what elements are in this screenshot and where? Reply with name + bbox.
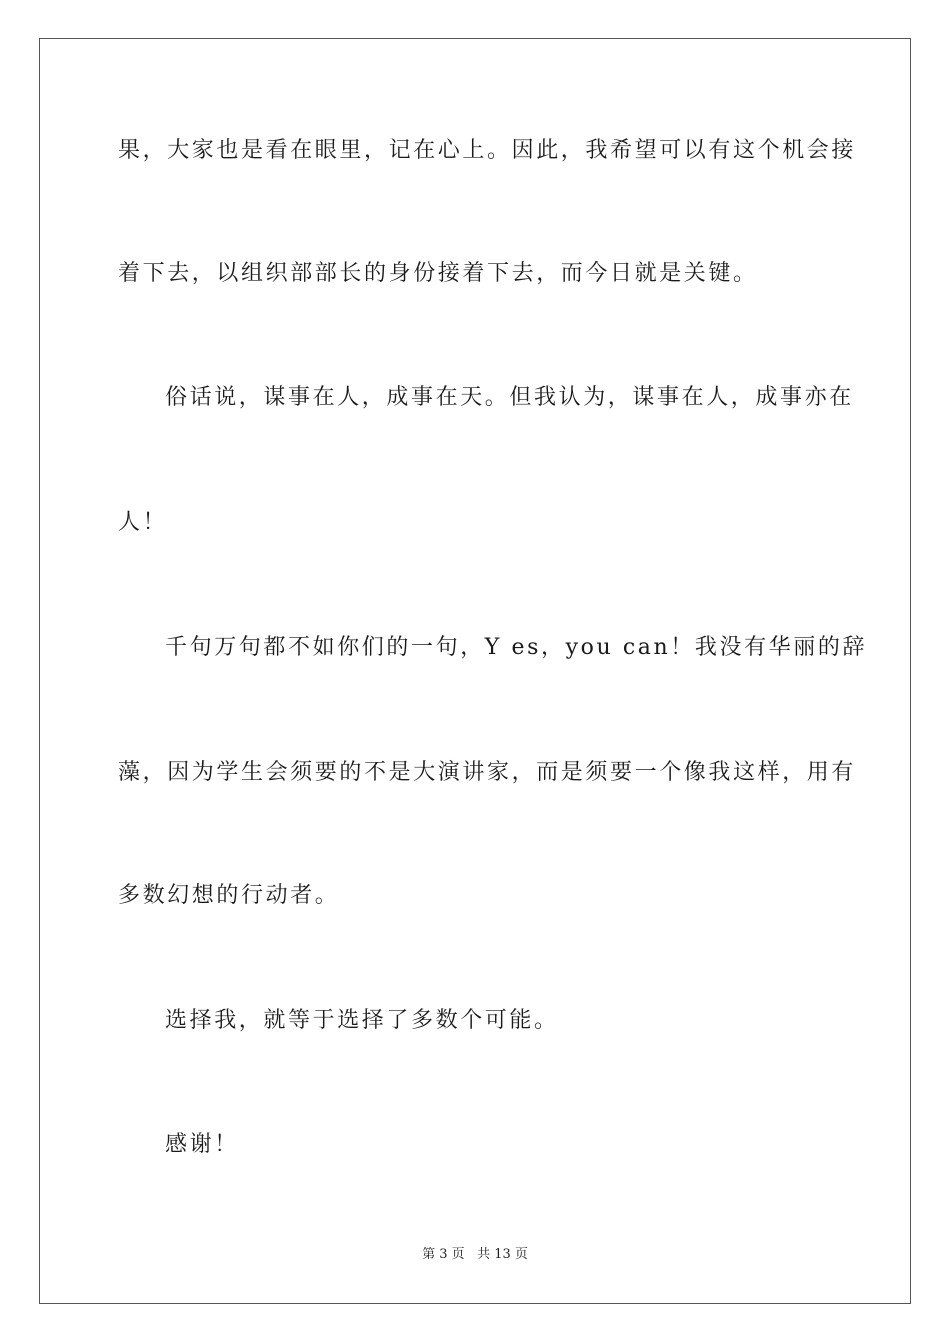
paragraph-line: 藻，因为学生会须要的不是大演讲家，而是须要一个像我这样，用有 (118, 760, 857, 785)
page-border (39, 38, 911, 1304)
paragraph-line: 千句万句都不如你们的一句，Y es，you can！我没有华丽的辞 (165, 635, 868, 660)
page-footer (0, 1246, 950, 1264)
paragraph-line: 多数幻想的行动者。 (118, 883, 340, 908)
paragraph-line: 感谢！ (165, 1132, 239, 1157)
paragraph-line: 果，大家也是看在眼里，记在心上。因此，我希望可以有这个机会接 (118, 138, 857, 163)
page-number: 第 3 页 (422, 1247, 465, 1262)
paragraph-line: 着下去，以组织部部长的身份接着下去，而今日就是关键。 (118, 261, 758, 286)
page-total: 共 13 页 (477, 1247, 528, 1262)
paragraph-line: 选择我，就等于选择了多数个可能。 (165, 1008, 559, 1033)
paragraph-line: 人！ (118, 510, 168, 535)
paragraph-line: 俗话说，谋事在人，成事在天。但我认为，谋事在人，成事亦在 (165, 385, 854, 410)
